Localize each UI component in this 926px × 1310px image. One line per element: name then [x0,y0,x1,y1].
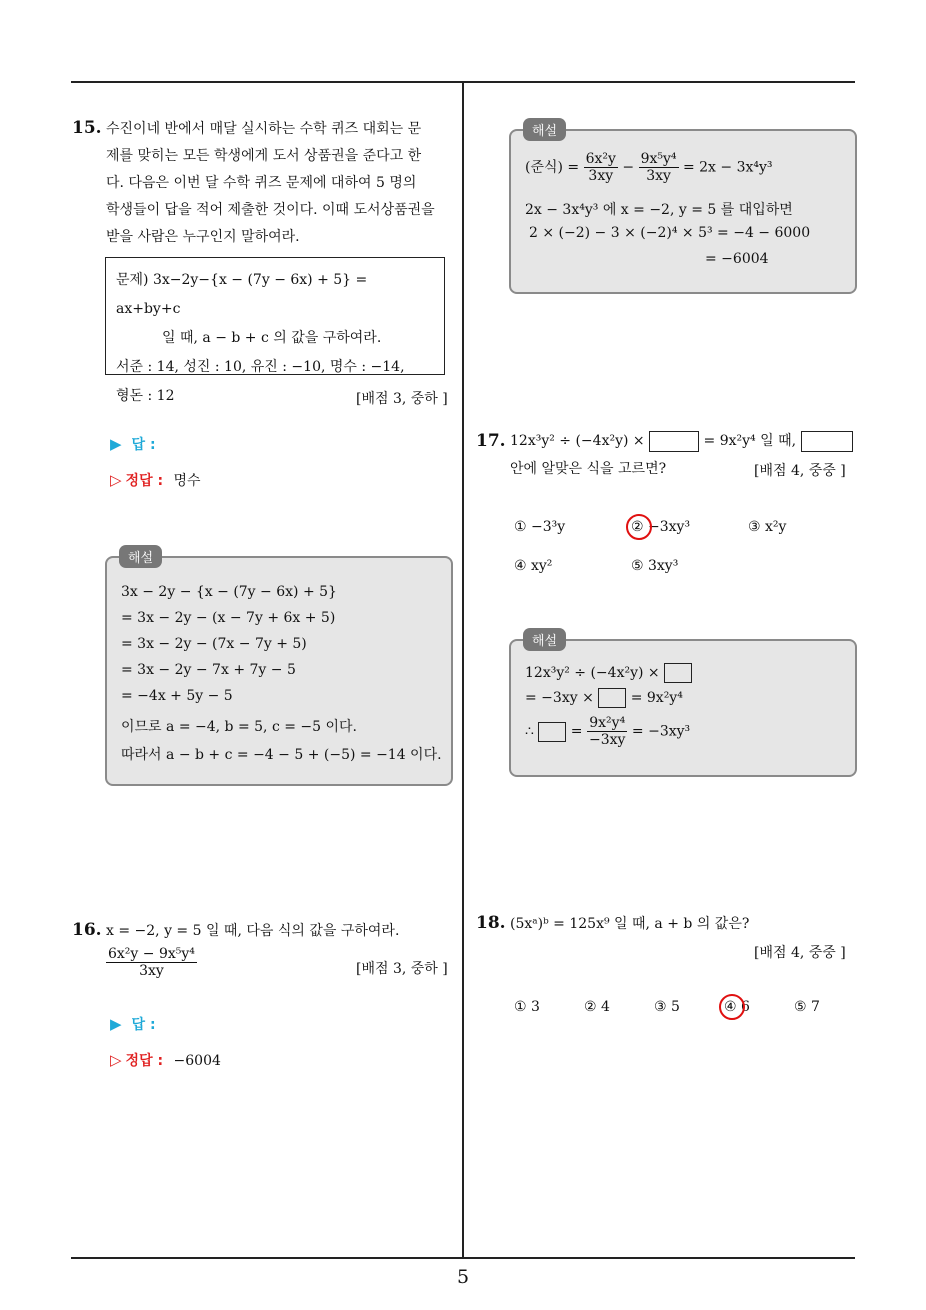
selected-answer-circle [626,514,652,540]
solution-line: (준식) = $\frac{\text{6x²y}}{3xy}$ − $\frac{\text{9x⁵y⁴}}{3xy}$ = 2x − 3x⁴y³ [525,151,773,184]
correct-label: 정답 : [125,1053,164,1069]
frac-denominator: −3xy [589,732,626,748]
frac-numerator: 6x²y − 9x⁵y⁴ [108,946,195,962]
page-number: 5 [456,1266,470,1288]
solution-text: = [566,723,587,740]
box-line: 형돈 : 12 [116,388,175,404]
frac-denominator: 3xy [139,963,164,979]
frac-numerator: 9x⁵y⁴ [640,151,677,167]
frac-numerator: 6x²y [585,151,616,167]
question-16-solution [509,124,857,294]
solution-line: 2x − 3x⁴y³ 에 x = −2, y = 5 를 대입하면 [525,202,793,218]
question-17-score: [배점 4, 중중 ] [754,463,846,479]
question-16-expression [106,946,197,979]
column-divider [462,82,464,1257]
choice-3[interactable]: ③ x²y [748,519,787,535]
choice-3[interactable]: ③ 5 [654,999,680,1015]
q17-text-part: = 9x²y⁴ 일 때, [699,433,801,449]
solution-tag: 해설 [119,545,162,568]
question-16-text: x = −2, y = 5 일 때, 다음 식의 값을 구하여라. [106,923,400,939]
answer-label: 답 : [131,437,156,453]
q15-line: 학생들이 답을 적어 제출한 것이다. 이때 도서상품권을 [106,202,435,218]
solution-line: 2 × (−2) − 3 × (−2)⁴ × 5³ = −4 − 6000 [529,225,811,241]
solution-text: = 2x − 3x⁴y³ [682,159,773,176]
solution-line: = −4x + 5y − 5 [121,688,233,704]
choice-2[interactable]: ② 4 [584,999,610,1015]
play-icon: ▶ [110,435,122,453]
correct-value: −6004 [173,1053,221,1069]
question-17-text [510,428,853,455]
solution-line [525,663,692,683]
correct-value: 명수 [173,473,201,489]
bottom-rule [71,1257,855,1259]
question-18-score: [배점 4, 중중 ] [754,945,846,961]
choice-4[interactable]: ④ 6 [724,999,750,1015]
solution-line [525,715,690,748]
question-15-score: [배점 3, 중하 ] [356,391,448,407]
choice-5[interactable]: ⑤ 3xy³ [631,558,679,574]
solution-tag: 해설 [523,628,566,651]
question-17-text-line2: 안에 알맞은 식을 고르면? [510,461,667,477]
box-line: 서준 : 14, 성진 : 10, 유진 : −10, 명수 : −14, [116,359,405,375]
question-17-solution [509,634,857,777]
answer-blank [598,688,626,708]
question-15-correct-row [110,470,201,490]
choice-5[interactable]: ⑤ 7 [794,999,820,1015]
choice-2[interactable]: ② −3xy³ [631,519,691,535]
triangle-outline-icon: ▷ [110,1051,122,1069]
question-17-number: 17. [476,431,506,451]
q17-text-part: 12x³y² ÷ (−4x²y) × [510,433,650,449]
solution-text: = −3xy × [525,690,599,706]
solution-line [525,688,683,708]
q15-line: 수진이네 반에서 매달 실시하는 수학 퀴즈 대회는 문 [106,121,422,137]
answer-blank [801,431,853,452]
solution-text: (준식) = [525,159,584,176]
question-15-answer-row [110,434,156,454]
solution-text: 12x³y² ÷ (−4x²y) × [525,665,665,681]
selected-answer-circle [719,994,745,1020]
box-line: 일 때, a − b + c 의 값을 구하여라. [162,330,382,346]
choice-4[interactable]: ④ xy² [514,558,553,574]
answer-blank [649,431,699,452]
question-15-text [106,116,456,251]
solution-line: 이므로 a = −4, b = 5, c = −5 이다. [121,719,357,735]
question-18-text: (5xᵃ)ᵇ = 125x⁹ 일 때, a + b 의 값은? [510,916,750,932]
triangle-outline-icon: ▷ [110,471,122,489]
question-16-correct-row [110,1050,221,1070]
solution-line: = −6004 [705,251,769,267]
answer-blank [538,722,566,742]
q15-line: 받을 사람은 누구인지 말하여라. [106,229,300,245]
solution-line: = 3x − 2y − (7x − 7y + 5) [121,636,307,652]
question-16-number: 16. [72,920,102,940]
box-line: 문제) 3x−2y−{x − (7y − 6x) + 5} = ax+by+c [116,272,368,317]
solution-line: 3x − 2y − {x − (7y − 6x) + 5} [121,584,337,600]
question-16-answer-row [110,1014,156,1034]
solution-line: = 3x − 2y − (x − 7y + 6x + 5) [121,610,336,626]
question-15-solution [105,551,453,786]
answer-blank [664,663,692,683]
frac-denominator: 3xy [646,168,671,184]
play-icon: ▶ [110,1015,122,1033]
answer-label: 답 : [131,1017,156,1033]
solution-line: 따라서 a − b + c = −4 − 5 + (−5) = −14 이다. [121,747,442,763]
question-15-number: 15. [72,118,102,138]
solution-text: = −3xy³ [627,723,691,740]
frac-numerator: 9x²y⁴ [587,715,627,732]
question-18-number: 18. [476,913,506,933]
correct-label: 정답 : [125,473,164,489]
solution-line: = 3x − 2y − 7x + 7y − 5 [121,662,296,678]
solution-text: = 9x²y⁴ [626,690,683,706]
choice-1[interactable]: ① −3³y [514,519,566,535]
frac-denominator: 3xy [588,168,614,184]
solution-text: ∴ [525,723,539,740]
solution-tag: 해설 [523,118,566,141]
q15-line: 제를 맞히는 모든 학생에게 도서 상품권을 준다고 한 [106,148,422,164]
q15-line: 다. 다음은 이번 달 수학 퀴즈 문제에 대하여 5 명의 [106,175,417,191]
question-16-score: [배점 3, 중하 ] [356,961,448,977]
choice-1[interactable]: ① 3 [514,999,540,1015]
